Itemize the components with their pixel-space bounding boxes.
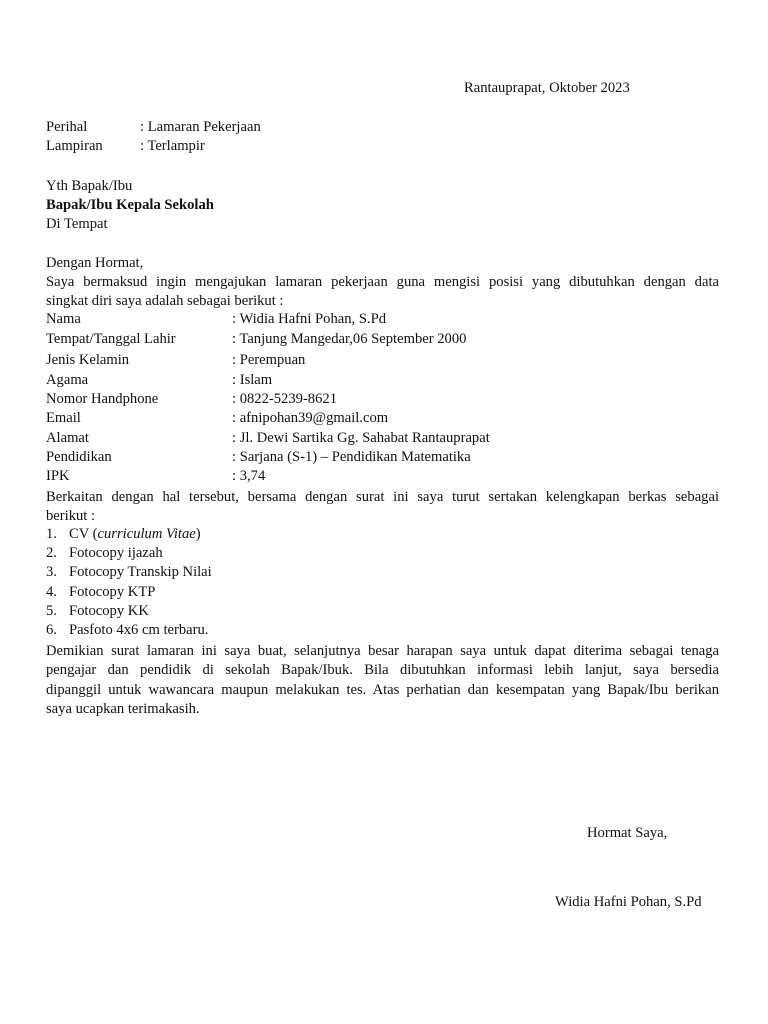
detail-value: : 3,74 [232, 468, 266, 484]
detail-value: : afnipohan39@gmail.com [232, 410, 389, 426]
list-number: 2. [46, 545, 57, 561]
detail-label: IPK [46, 468, 70, 484]
attachments-intro-line-1: Berkaitan dengan hal tersebut, bersama dengan surat ini saya turut sertakan kelengkapan berkas sebagai [46, 489, 719, 505]
detail-label: Nomor Handphone [46, 391, 159, 407]
list-item: Fotocopy KTP [69, 584, 156, 600]
list-number: 5. [46, 603, 57, 619]
perihal-value: : Lamaran Pekerjaan [140, 119, 261, 135]
detail-value: : Islam [232, 372, 273, 388]
list-number: 4. [46, 584, 57, 600]
detail-value: : Tanjung Mangedar,06 September 2000 [232, 331, 467, 347]
attachments-intro-line-2: berikut : [46, 508, 96, 524]
list-item-text: ) [195, 526, 201, 542]
letter-date: Rantauprapat, Oktober 2023 [464, 80, 630, 96]
recipient-line-2: Bapak/Ibu Kepala Sekolah [46, 197, 214, 213]
detail-label: Pendidikan [46, 449, 112, 465]
list-number: 6. [46, 622, 57, 638]
closing-line-2: pengajar dan pendidik di sekolah Bapak/Ibuk. Bila dibutuhkan informasi lebih lanjut, saya bersedia [46, 662, 719, 678]
list-item: Fotocopy Transkip Nilai [69, 564, 212, 580]
intro-line-2: singkat diri saya adalah sebagai berikut : [46, 293, 284, 309]
detail-label: Agama [46, 372, 89, 388]
detail-value: : Widia Hafni Pohan, S.Pd [232, 311, 386, 327]
detail-value: : Perempuan [232, 352, 306, 368]
recipient-line-3: Di Tempat [46, 216, 108, 232]
detail-label: Nama [46, 311, 81, 327]
closing-line-1: Demikian surat lamaran ini saya buat, selanjutnya besar harapan saya untuk dapat diterima sebagai tenaga [46, 643, 719, 659]
detail-label: Tempat/Tanggal Lahir [46, 331, 176, 347]
list-item-italic-text: curriculum Vitae [97, 526, 196, 542]
list-item: Fotocopy ijazah [69, 545, 163, 561]
regards: Hormat Saya, [587, 825, 668, 841]
detail-value: : Sarjana (S-1) – Pendidikan Matematika [232, 449, 471, 465]
detail-value: : 0822-5239-8621 [232, 391, 337, 407]
detail-value: : Jl. Dewi Sartika Gg. Sahabat Rantauprapat [232, 430, 490, 446]
intro-line-1: Saya bermaksud ingin mengajukan lamaran pekerjaan guna mengisi posisi yang dibutuhkan dengan data [46, 274, 719, 290]
list-item [69, 526, 201, 543]
perihal-label: Perihal [46, 119, 88, 135]
detail-label: Alamat [46, 430, 89, 446]
recipient-line-1: Yth Bapak/Ibu [46, 178, 133, 194]
closing-line-3: dipanggil untuk wawancara maupun melakukan tes. Atas perhatian dan kesempatan yang Bapak/Ibu berikan [46, 682, 719, 698]
list-item-text: CV ( [69, 526, 98, 542]
list-item: Fotocopy KK [69, 603, 149, 619]
detail-label: Email [46, 410, 81, 426]
closing-line-4: saya ucapkan terimakasih. [46, 701, 200, 717]
signatory-name: Widia Hafni Pohan, S.Pd [555, 894, 702, 910]
list-number: 1. [46, 526, 57, 542]
list-item: Pasfoto 4x6 cm terbaru. [69, 622, 209, 638]
lampiran-label: Lampiran [46, 138, 103, 154]
salutation: Dengan Hormat, [46, 255, 144, 271]
list-number: 3. [46, 564, 57, 580]
lampiran-value: : Terlampir [140, 138, 205, 154]
detail-label: Jenis Kelamin [46, 352, 130, 368]
